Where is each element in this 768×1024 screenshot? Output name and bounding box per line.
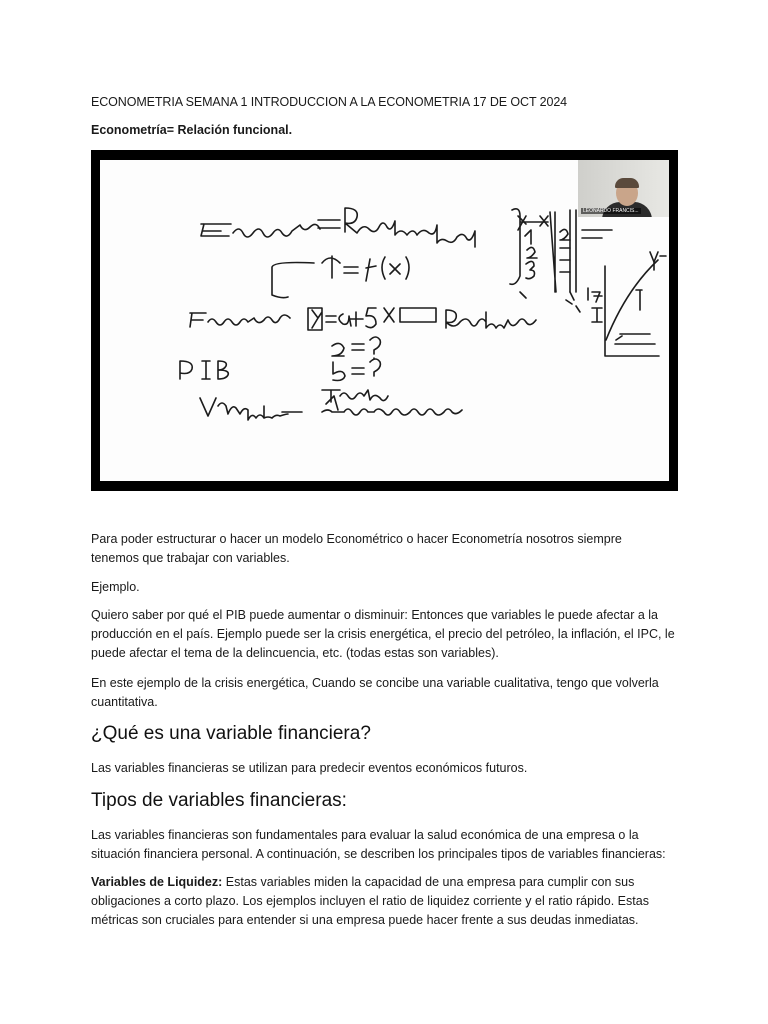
whiteboard-screenshot bbox=[91, 150, 678, 491]
liquidity-text: Estas variables miden la capacidad de una empresa para cumplir con sus obligaciones a corto plazo. Los ejemplos incluyen el ratio de liquidez corriente y el ratio rápido. Estas métricas son cruciales para entender si una empresa puede hacer frente a sus deudas inmediatas. bbox=[91, 875, 649, 927]
liquidity-label: Variables de Liquidez: bbox=[91, 875, 223, 889]
paragraph-liquidity bbox=[91, 873, 671, 930]
paragraph-intro: Para poder estructurar o hacer un modelo Econométrico o hacer Econometría nosotros siempre tenemos que trabajar con variables. bbox=[91, 532, 622, 565]
whiteboard-area bbox=[100, 160, 669, 481]
document-title: ECONOMETRIA SEMANA 1 INTRODUCCION A LA ECONOMETRIA 17 DE OCT 2024 bbox=[91, 95, 568, 109]
document-subtitle: Econometría= Relación funcional. bbox=[91, 123, 293, 137]
paragraph-pib: Quiero saber por qué el PIB puede aumentar o disminuir: Entonces que variables le puede afectar a la producción en el país. Ejemplo puede ser la crisis energética, el precio del petróleo, la inflación, el IPC, le puede afectar el tema de la delincuencia, etc. (todas estas son variables). bbox=[91, 608, 675, 660]
paragraph-financial-variables: Las variables financieras se utilizan para predecir eventos económicos futuros. bbox=[91, 761, 528, 775]
heading-types-financial-variables: Tipos de variables financieras: bbox=[91, 790, 347, 811]
heading-what-is-financial-variable: ¿Qué es una variable financiera? bbox=[91, 723, 371, 744]
paragraph-ejemplo: Ejemplo. bbox=[91, 580, 140, 594]
video-participant-tile bbox=[578, 160, 669, 217]
paragraph-crisis: En este ejemplo de la crisis energética, Cuando se concibe una variable cualitativa, tengo que volverla cuantitativa. bbox=[91, 676, 659, 709]
participant-name: LEONARDO FRANCIS... bbox=[583, 208, 639, 214]
paragraph-types-intro: Las variables financieras son fundamentales para evaluar la salud económica de una empresa o la situación financiera personal. A continuación, se describen los principales tipos de variables financieras: bbox=[91, 828, 666, 861]
